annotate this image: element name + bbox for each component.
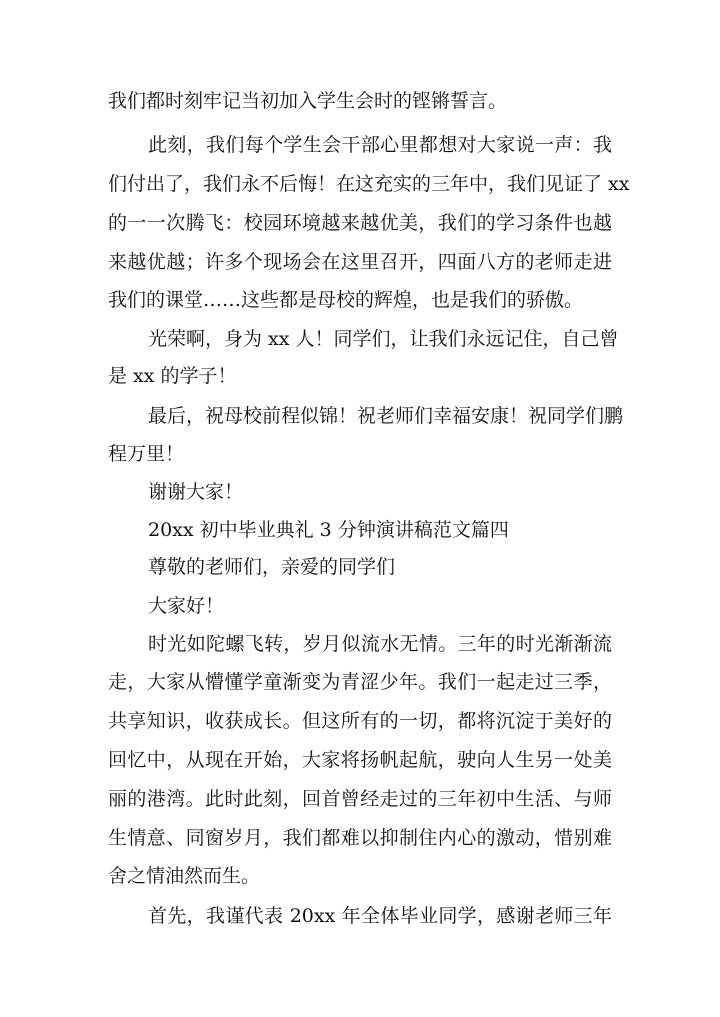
paragraph-line: 回忆中，从现在开始，大家将扬帆起航，驶向人生另一处美 [108,749,612,771]
paragraph-line: 光荣啊，身为 xx 人！同学们，让我们永远记住，自己曾 [148,328,619,350]
greeting-line: 大家好！ [148,595,225,617]
paragraph-line: 此刻，我们每个学生会干部心里都想对大家说一声：我 [148,134,612,156]
paragraph-line: 共享知识，收获成长。但这所有的一切，都将沉淀于美好的 [108,710,612,732]
section-title: 20xx 初中毕业典礼 3 分钟演讲稿范文篇四 [148,519,509,541]
paragraph-line: 程万里！ [108,443,185,465]
paragraph-line: 谢谢大家！ [148,481,244,503]
paragraph-line: 我们的课堂……这些都是母校的辉煌，也是我们的骄傲。 [108,289,584,311]
paragraph-line: 最后，祝母校前程似锦！祝老师们幸福安康！祝同学们鹏 [148,405,624,427]
salutation-line: 尊敬的老师们，亲爱的同学们 [148,556,396,578]
paragraph-line: 时光如陀螺飞转，岁月似流水无情。三年的时光渐渐流 [148,633,612,655]
paragraph-line: 是 xx 的学子！ [108,365,237,387]
paragraph-line: 生情意、同窗岁月，我们都难以抑制住内心的激动，惜别难 [108,827,612,849]
paragraph-line: 们付出了，我们永不后悔！在这充实的三年中，我们见证了 xx [108,173,630,195]
paragraph-line: 丽的港湾。此时此刻，回首曾经走过的三年初中生活、与师 [108,788,612,810]
paragraph-line: 的一一次腾飞：校园环境越来越优美，我们的学习条件也越 [108,212,612,234]
paragraph-line: 舍之情油然而生。 [108,865,261,887]
paragraph-line: 我们都时刻牢记当初加入学生会时的铿锵誓言。 [108,90,508,112]
paragraph-line: 走，大家从懵懂学童渐变为青涩少年。我们一起走过三季， [108,671,612,693]
paragraph-line: 首先，我谨代表 20xx 年全体毕业同学，感谢老师三年 [148,905,612,927]
paragraph-line: 来越优越；许多个现场会在这里召开，四面八方的老师走进 [108,251,612,273]
